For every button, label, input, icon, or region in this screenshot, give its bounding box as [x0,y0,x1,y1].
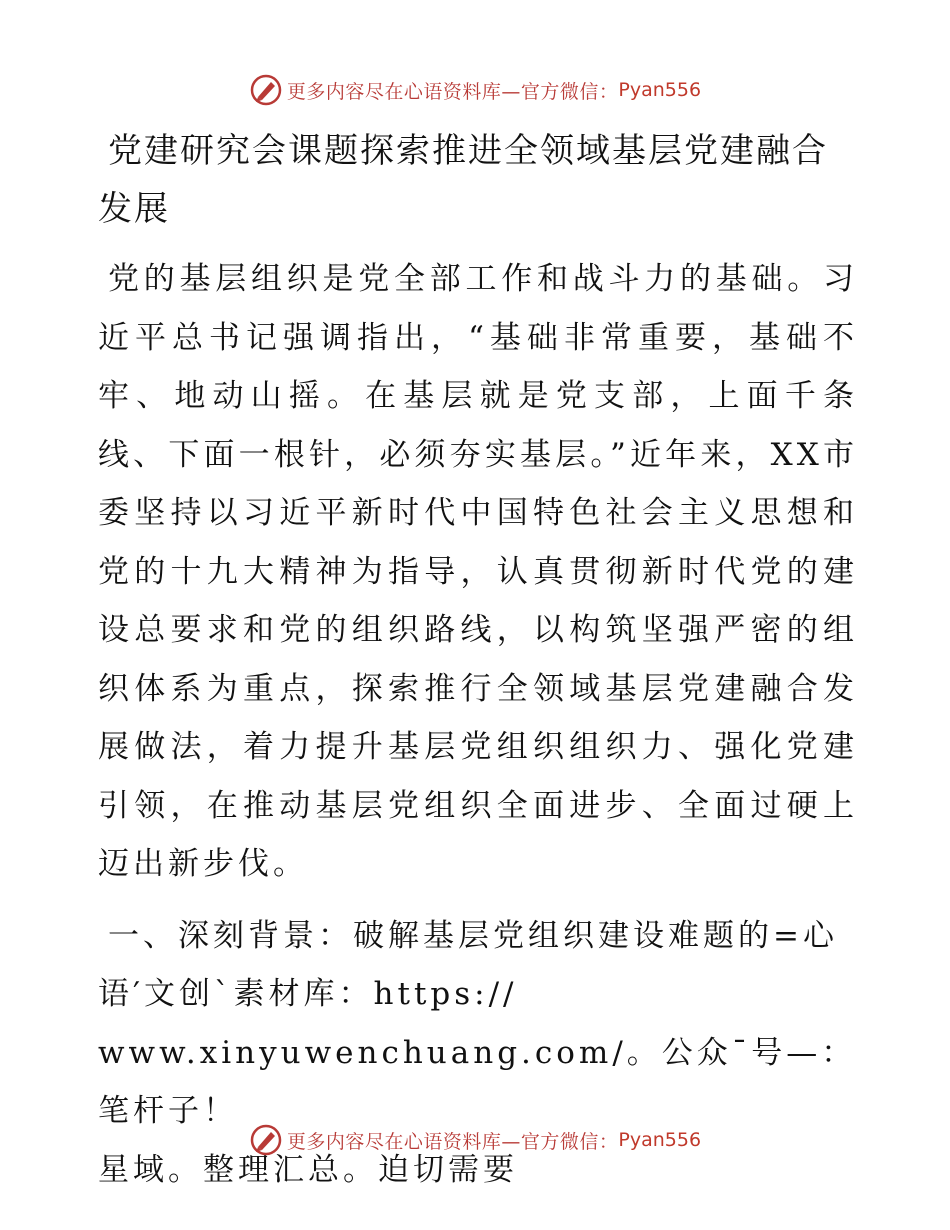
header-watermark-text: 更多内容尽在心语资料库—官方微信： [286,80,619,103]
section-url-line: www.xinyuwenchuang.com/。公众¯号—：笔杆子！ [98,1034,857,1129]
header-wechat-id: Pyan556 [618,79,702,101]
header-watermark [0,72,950,108]
footer-watermark [0,1122,950,1158]
footer-watermark-text: 更多内容尽在心语资料库—官方微信： [286,1130,619,1153]
paragraph-intro: 党的基层组织是党全部工作和战斗力的基础。习近平总书记强调指出，“基础非常重要，基础不牢、地动山摇。在基层就是党支部，上面千条线、下面一根针，必须夯实基层。”近年来，XX市委坚持以习近平新时代中国特色社会主义思想和党的十九大精神为指导，认真贯彻新时代党的建设总要求和党的组织路线，以构筑坚强严密的组织体系为重点，探索推行全领域基层党建融合发展做法，着力提升基层党组织组织力、强化党建引领，在推动基层党组织全面进步、全面过硬上迈出新步伐。 [98,261,858,882]
footer-wechat-id: Pyan556 [618,1129,702,1151]
document-body [98,122,858,1199]
section-text: 星域。整理汇总。迫切需要 [98,1151,518,1188]
document-title: 党建研究会课题探索推进全领域基层党建融合发展 [98,131,828,229]
pen-logo-icon [249,73,283,107]
pen-logo-icon [249,1123,283,1157]
section-heading-text: 一、深刻背景：破解基层党组织建设难题的=心语′文创`素材库：https:// [98,917,838,1012]
